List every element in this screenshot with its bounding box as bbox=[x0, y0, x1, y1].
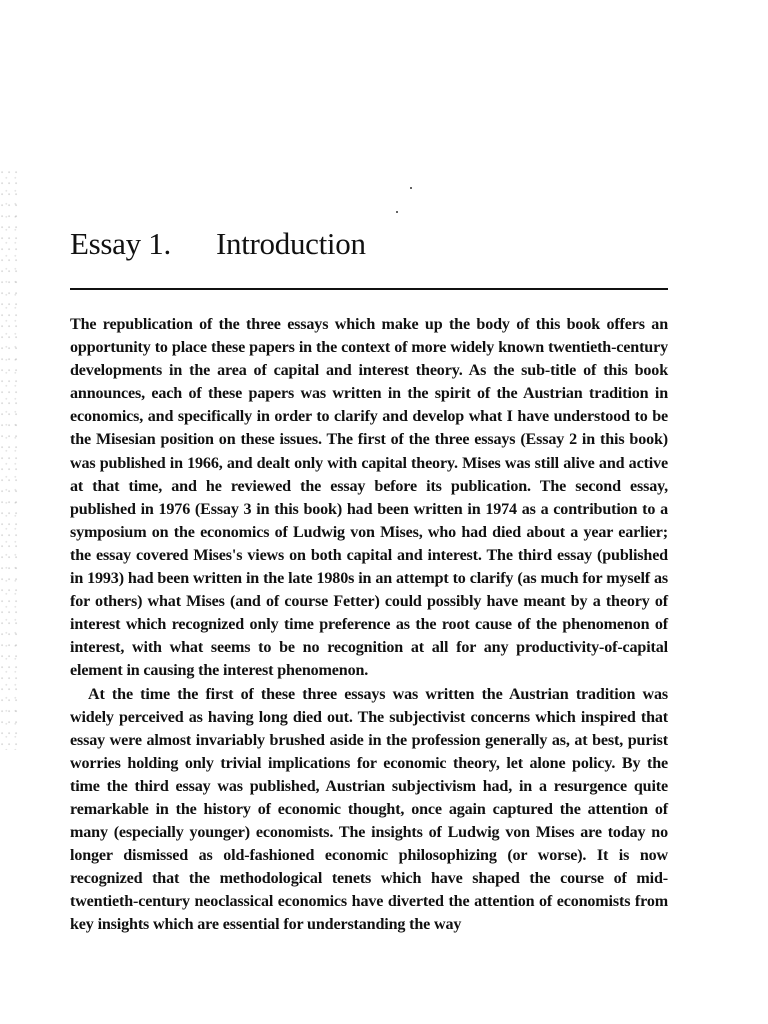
scan-speck bbox=[410, 187, 412, 189]
body-text bbox=[70, 313, 668, 937]
chapter-title: Introduction bbox=[216, 226, 366, 261]
paragraph: The republication of the three essays which make up the body of this book offers an opportunity to place these papers in the context of more widely known twentieth-century developments in the area of capital and interest theory. As the sub-title of this book announces, each of these papers was written in the spirit of the Austrian tradition in economics, and specifically in order to clarify and develop what I have understood to be the Misesian position on these issues. The first of the three essays (Essay 2 in this book) was published in 1966, and dealt only with capital theory. Mises was still alive and active at that time, and he reviewed the essay before its publication. The second essay, published in 1976 (Essay 3 in this book) had been written in 1974 as a contribution to a symposium on the economics of Ludwig von Mises, who had died about a year earlier; the essay covered Mises's views on both capital and interest. The third essay (published in 1993) had been written in the late 1980s in an attempt to clarify (as much for myself as for others) what Mises (and of course Fetter) could possibly have meant by a theory of interest which recognized only time preference as the root cause of the phenomenon of interest, with what seems to be no recognition at all for any productivity-of-capital element in causing the interest phenomenon. bbox=[70, 316, 668, 680]
chapter-heading bbox=[70, 226, 366, 262]
chapter-number: Essay 1. bbox=[70, 226, 171, 261]
heading-rule bbox=[70, 288, 668, 290]
scan-gutter-noise bbox=[0, 170, 22, 750]
paragraph: At the time the first of these three essays was written the Austrian tradition was widely perceived as having long died out. The subjectivist concerns which inspired that essay were almost invariably brushed aside in the profession generally as, at best, purist worries holding only trivial implications for economic theory, let alone policy. By the time the third essay was published, Austrian subjectivism had, in a resurgence quite remarkable in the history of economic thought, once again captured the attention of many (especially younger) economists. The insights of Ludwig von Mises are today no longer dismissed as old-fashioned economic philosophizing (or worse). It is now recognized that the methodological tenets which have shaped the course of mid-twentieth-century neoclassical economics have diverted the attention of economists from key insights which are essential for understanding the way bbox=[70, 685, 668, 934]
scan-speck bbox=[396, 211, 398, 213]
